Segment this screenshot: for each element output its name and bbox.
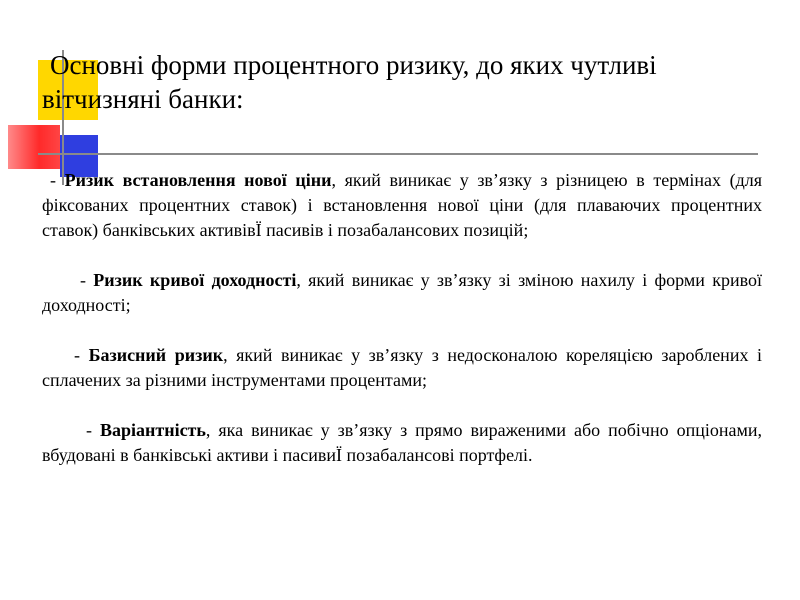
paragraph-text: , який виникає у зв’язку з недосконалою кореляцією зароблених і сплачених за різними інструментами процентами; <box>42 345 763 390</box>
slide-title: Основні форми процентного ризику, до яких чутливі вітчизняні банки: <box>42 50 657 114</box>
paragraph-term: Ризик кривої доходності <box>93 270 297 290</box>
paragraph-text: , яка виникає у зв’язку з прямо вираженими або побічно опціонами, вбудовані в банківські активи і пасивиЇ позабалансові портфелі. <box>42 420 762 465</box>
paragraph-term: Базисний ризик <box>88 345 224 365</box>
decorative-horizontal-line <box>38 153 758 155</box>
paragraph-prefix: - <box>80 270 94 290</box>
paragraph-prefix: - <box>50 170 65 190</box>
paragraph-repricing-risk <box>42 168 762 243</box>
paragraph-term: Ризик встановлення нової ціни <box>64 170 332 190</box>
paragraph-text: , який виникає у зв’язку з різницею в термінах (для фіксованих процентних ставок) і встановлення нової ціни (для плаваючих процентних ставок) банківських активівЇ пасивів і позабалансових позицій; <box>42 170 762 240</box>
decorative-red-square <box>8 125 60 169</box>
paragraph-optionality <box>42 418 762 468</box>
paragraph-text: , який виникає у зв’язку зі зміною нахилу і форми кривої доходності; <box>42 270 762 315</box>
paragraph-prefix: - <box>74 345 89 365</box>
paragraph-basis-risk <box>42 343 762 393</box>
paragraph-yield-curve-risk <box>42 268 762 318</box>
paragraph-prefix: - <box>86 420 100 440</box>
slide-body <box>42 168 762 493</box>
paragraph-term: Варіантність <box>99 420 206 440</box>
